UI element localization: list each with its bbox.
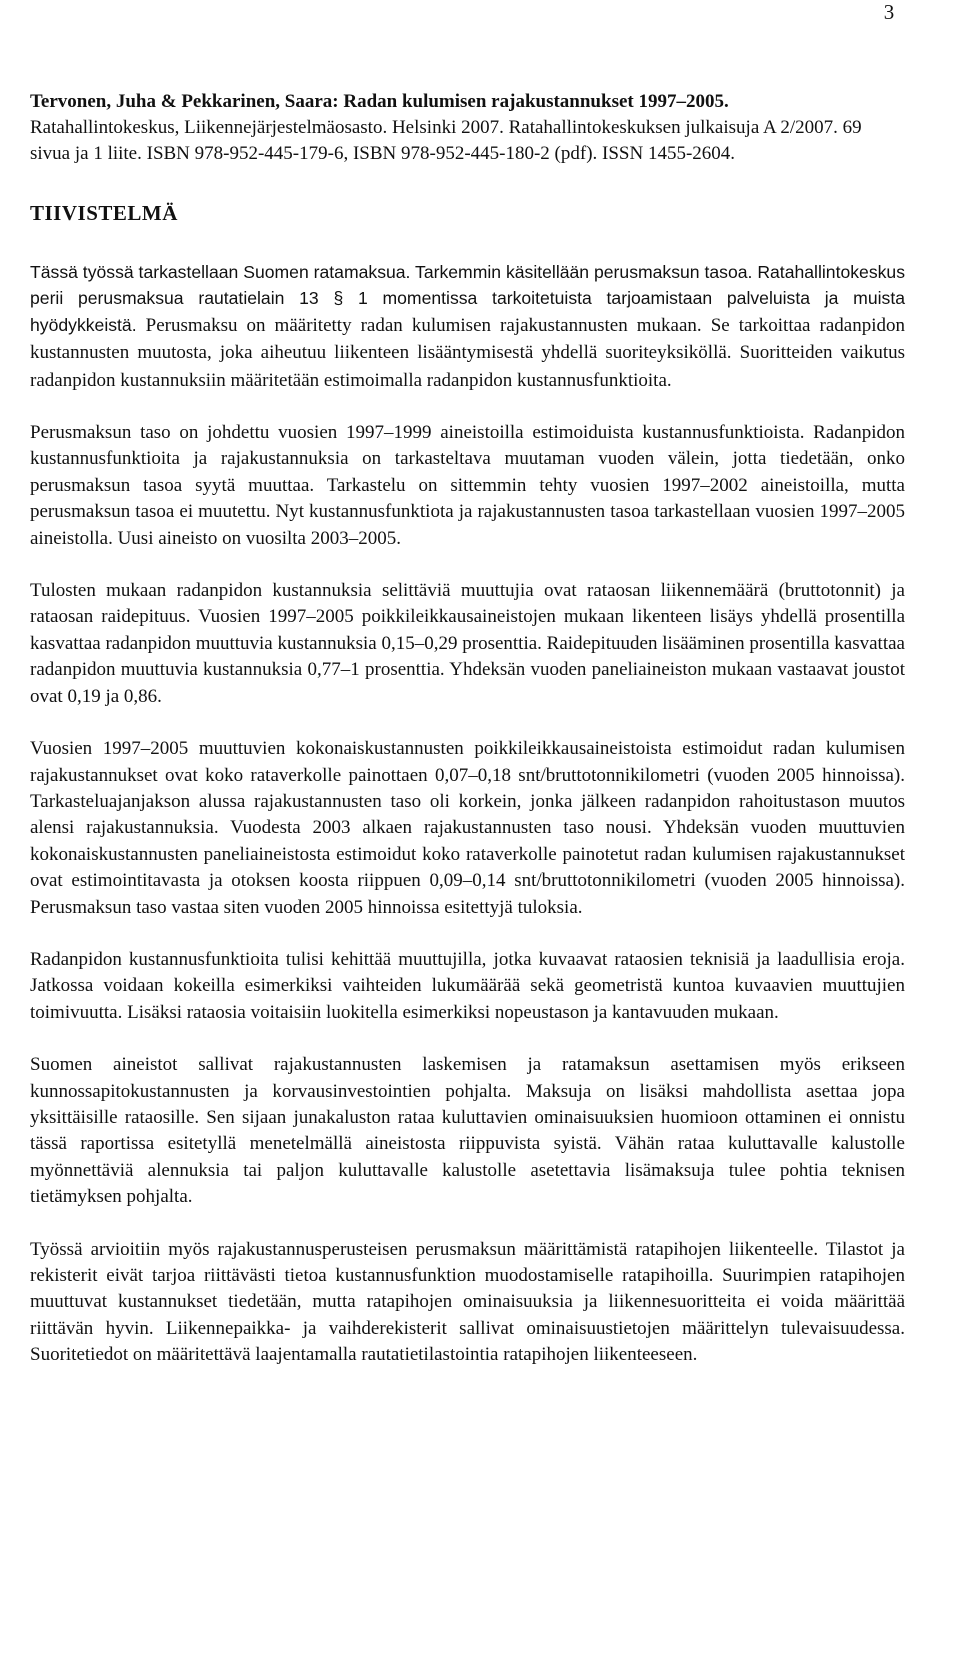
abstract-heading: TIIVISTELMÄ (30, 201, 178, 225)
page-content (30, 89, 905, 1369)
citation (30, 89, 905, 167)
paragraph-3: Tulosten mukaan radanpidon kustannuksia selittäviä muuttujia ovat rataosan liikennemäärä (bruttotonnit) ja rataosan raidepituus. Vuosien 1997–2005 poikkileikkausaineistojen mukaan likenteen lisäys yhdellä prosentilla kasvattaa radanpidon muuttuvia kustannuksia 0,15–0,29 prosenttia. Raidepituuden lisääminen prosentilla kasvattaa radanpidon muuttuvia kustannuksia 0,77–1 prosenttia. Yhdeksän vuoden paneliaineiston mukaan vastaavat joustot ovat 0,19 ja 0,86. (30, 580, 905, 707)
paragraph-1-sans-part: Tässä työssä tarkastellaan Suomen ratamaksua. Tarkemmin käsitellään perusmaksun tasoa. Ratahallintokeskus perii perusmaksua rautatielain 13 § 1 momentissa tarkoitetuista tarjoamistaan palveluista ja muista hyödykkeistä. (30, 262, 905, 335)
paragraph-4: Vuosien 1997–2005 muuttuvien kokonaiskustannusten poikkileikkausaineistoista estimoidut radan kulumisen rajakustannukset ovat koko rataverkolle painottaen 0,07–0,18 snt/bruttotonnikilometri (vuoden 2005 hinnoissa). Tarkasteluajanjakson alussa rajakustannusten taso oli korkein, jonka jälkeen radanpidon rahoitustason muutos alensi rajakustannuksia. Vuodesta 2003 alkaen rajakustannusten taso nousi. Yhdeksän vuoden muuttuvien kokonaiskustannusten paneliaineistosta estimoidut koko rataverkolle painotetut radan kulumisen rajakustannukset ovat estimointitavasta ja otoksen koosta riippuen 0,09–0,14 snt/bruttotonnikilometri (vuoden 2005 hinnoissa). Perusmaksun taso vastaa siten vuoden 2005 hinnoissa esitettyjä tuloksia. (30, 738, 905, 918)
citation-authors-title: Tervonen, Juha & Pekkarinen, Saara: Radan kulumisen rajakustannukset 1997–2005. (30, 91, 729, 112)
citation-publication: Ratahallintokeskus, Liikennejärjestelmäosasto. Helsinki 2007. Ratahallintokeskuksen julkaisuja A 2/2007. 69 sivua ja 1 liite. ISBN 978-952-445-179-6, ISBN 978-952-445-180-2 (pdf). ISSN 1455-2604. (30, 117, 862, 164)
paragraph-1-serif-part: Perusmaksu on määritetty radan kulumisen rajakustannusten mukaan. Se tarkoittaa radanpidon kustannusten muutosta, joka aiheutuu liikenteen lisääntymisestä yhdellä suoriteyksiköllä. Suoritteiden vaikutus radanpidon kustannuksiin määritetään estimoimalla radanpidon kustannusfunktioita. (30, 314, 905, 391)
paragraph-5: Radanpidon kustannusfunktioita tulisi kehittää muuttujilla, jotka kuvaavat rataosien teknisiä ja laadullisia eroja. Jatkossa voidaan kokeilla esimerkiksi vaihteiden lukumäärää sekä geometristä kuntoa kuvaavien muuttujien toimivuutta. Lisäksi rataosia voitaisiin luokitella esimerkiksi nopeustason ja kantavuuden mukaan. (30, 948, 905, 1023)
paragraph-7: Työssä arvioitiin myös rajakustannusperusteisen perusmaksun määrittämistä ratapihojen liikenteelle. Tilastot ja rekisterit eivät tarjoa riittävästi tietoa kustannusfunktion muodostamiselle ratapihoilla. Suurimpien ratapihojen muuttuvat kustannukset tiedetään, mutta ratapihojen ominaisuuksia ja liikennesuoritteita ei voida määrittää riittävän hyvin. Liikennepaikka- ja vaihderekisterit sallivat ominaisuustietojen määrittelyn tulevaisuudessa. Suoritetiedot on määritettävä laajentamalla rautatietilastointia ratapihojen liikenteeseen. (30, 1238, 905, 1366)
paragraph-2: Perusmaksun taso on johdettu vuosien 1997–1999 aineistoilla estimoiduista kustannusfunktioista. Radanpidon kustannusfunktioita ja rajakustannuksia on tarkasteltava muutaman vuoden välein, jotta tiedetään, onko perusmaksun tasoa syytä muuttaa. Tarkastelu on sittemmin tehty vuosien 1997–2002 aineistoilla, mutta perusmaksun tasoa ei muutettu. Nyt kustannusfunktiota ja rajakustannusten tasoa tarkastellaan vuosien 1997–2005 aineistolla. Uusi aineisto on vuosilta 2003–2005. (30, 422, 905, 549)
paragraph-6: Suomen aineistot sallivat rajakustannusten laskemisen ja ratamaksun asettamisen myös erikseen kunnossapitokustannusten ja korvausinvestointien pohjalta. Maksuja on lisäksi mahdollista asettaa jopa yksittäisille rataosille. Sen sijaan junakaluston rataa kuluttavien ominaisuuksien huomioon ottaminen ei onnistu tässä raportissa esitetyllä menetelmällä aineistosta riippuvista syistä. Vähän rataa kuluttavalle kalustolle myönnettäviä alennuksia tai paljon kuluttavalle kalustolle asetettavia lisämaksuja tulee pohtia teknisen tietämyksen pohjalta. (30, 1054, 905, 1208)
paragraph-1 (30, 259, 905, 394)
page-number: 3 (883, 0, 895, 24)
